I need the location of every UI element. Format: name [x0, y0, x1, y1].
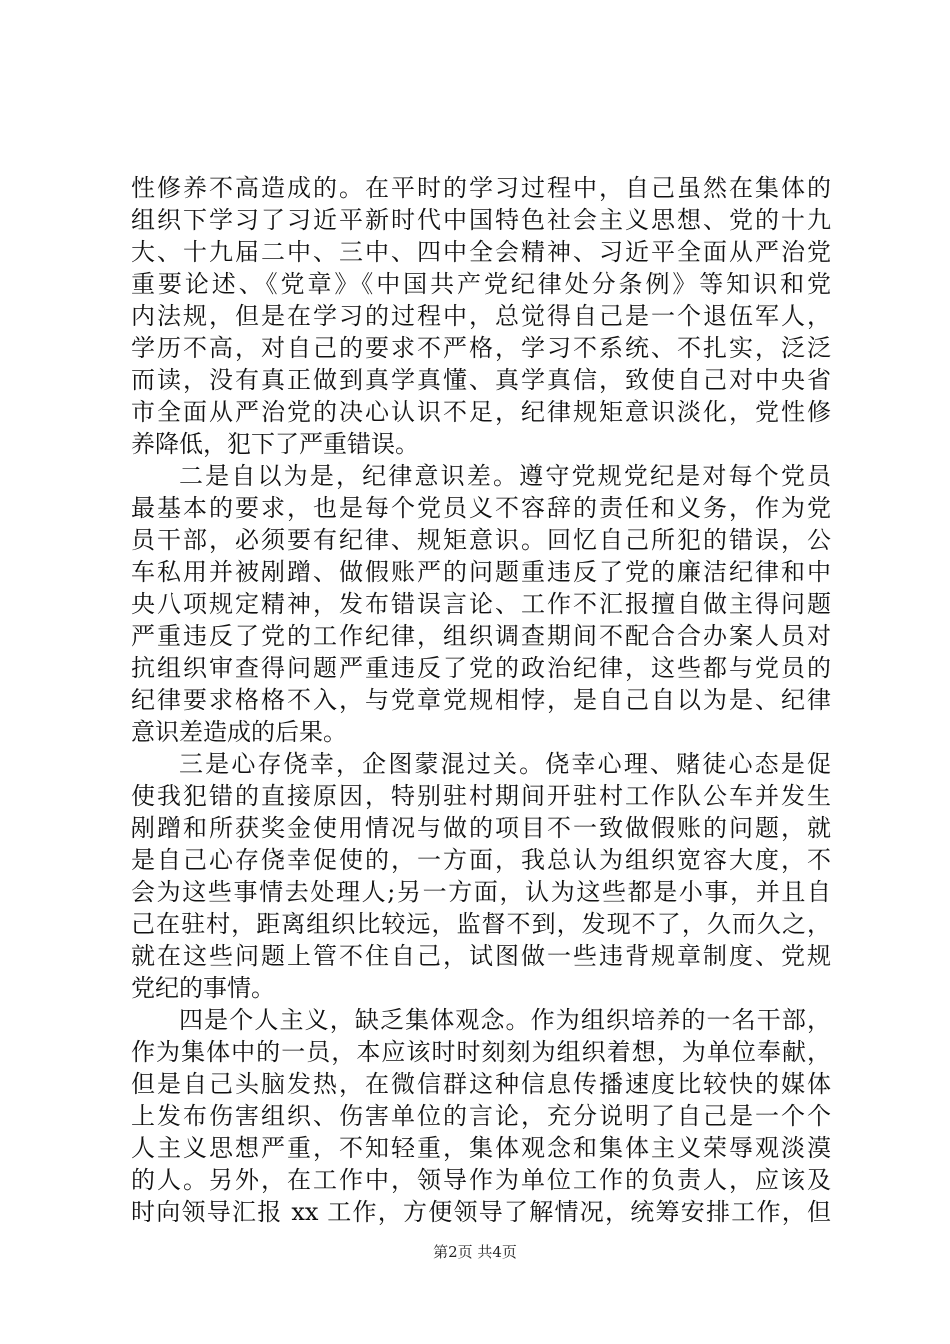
- text-line: 内法规，但是在学习的过程中，总觉得自己是一个退伍军人，: [131, 302, 831, 330]
- text-line: 而读，没有真正做到真学真懂、真学真信，致使自己对中央省: [131, 366, 831, 394]
- text-line: 人主义思想严重，不知轻重，集体观念和集体主义荣辱观淡漠: [131, 1134, 831, 1162]
- text-line: 党纪的事情。: [131, 974, 275, 1002]
- page-number-footer: 第2页 共4页: [433, 1243, 517, 1261]
- text-line: 性修养不高造成的。在平时的学习过程中，自己虽然在集体的: [131, 174, 831, 202]
- text-line: 员干部，必须要有纪律、规矩意识。回忆自己所犯的错误，公: [131, 526, 831, 554]
- text-line: 重要论述、《党章》《中国共产党纪律处分条例》等知识和党: [131, 270, 831, 298]
- text-line: 市全面从严治党的决心认识不足，纪律规矩意识淡化，党性修: [131, 398, 831, 426]
- text-line: 是自己心存侥幸促使的，一方面，我总认为组织宽容大度，不: [131, 846, 831, 874]
- text-line: 学历不高，对自己的要求不严格，学习不系统、不扎实，泛泛: [131, 334, 831, 362]
- text-line: 上发布伤害组织、伤害单位的言论，充分说明了自己是一个个: [131, 1102, 831, 1130]
- paragraph-1: [131, 172, 831, 460]
- document-body: [131, 172, 831, 1228]
- text-line: 抗组织审查得问题严重违反了党的政治纪律，这些都与党员的: [131, 654, 831, 682]
- text-line: 四是个人主义，缺乏集体观念。作为组织培养的一名干部，: [179, 1006, 831, 1034]
- text-line: 使我犯错的直接原因，特别驻村期间开驻村工作队公车并发生: [131, 782, 831, 810]
- text-line: 剐蹭和所获奖金使用情况与做的项目不一致做假账的问题，就: [131, 814, 831, 842]
- text-line: 严重违反了党的工作纪律，组织调查期间不配合合办案人员对: [131, 622, 831, 650]
- paragraph-3: [131, 748, 831, 1004]
- text-line: 就在这些问题上管不住自己，试图做一些违背规章制度、党规: [131, 942, 831, 970]
- text-line: 央八项规定精神，发布错误言论、工作不汇报擅自做主得问题: [131, 590, 831, 618]
- text-line: 三是心存侥幸，企图蒙混过关。侥幸心理、赌徒心态是促: [179, 750, 831, 778]
- text-line: 但是自己头脑发热，在微信群这种信息传播速度比较快的媒体: [131, 1070, 831, 1098]
- paragraph-4: [131, 1004, 831, 1228]
- text-line: 时向领导汇报 xx 工作，方便领导了解情况，统筹安排工作，但: [131, 1198, 831, 1226]
- text-line: 养降低，犯下了严重错误。: [131, 430, 419, 458]
- text-line: 会为这些事情去处理人;另一方面，认为这些都是小事，并且自: [131, 878, 831, 906]
- text-line: 大、十九届二中、三中、四中全会精神、习近平全面从严治党: [131, 238, 831, 266]
- text-line: 车私用并被剐蹭、做假账严的问题重违反了党的廉洁纪律和中: [131, 558, 831, 586]
- text-line: 二是自以为是，纪律意识差。遵守党规党纪是对每个党员: [179, 462, 831, 490]
- text-line: 组织下学习了习近平新时代中国特色社会主义思想、党的十九: [131, 206, 831, 234]
- paragraph-2: [131, 460, 831, 748]
- text-line: 最基本的要求，也是每个党员义不容辞的责任和义务，作为党: [131, 494, 831, 522]
- text-line: 己在驻村，距离组织比较远，监督不到，发现不了，久而久之，: [131, 910, 831, 938]
- text-line: 意识差造成的后果。: [131, 718, 347, 746]
- text-line: 作为集体中的一员，本应该时时刻刻为组织着想，为单位奉献，: [131, 1038, 831, 1066]
- text-line: 的人。另外，在工作中，领导作为单位工作的负责人，应该及: [131, 1166, 831, 1194]
- text-line: 纪律要求格格不入，与党章党规相悖，是自己自以为是、纪律: [131, 686, 831, 714]
